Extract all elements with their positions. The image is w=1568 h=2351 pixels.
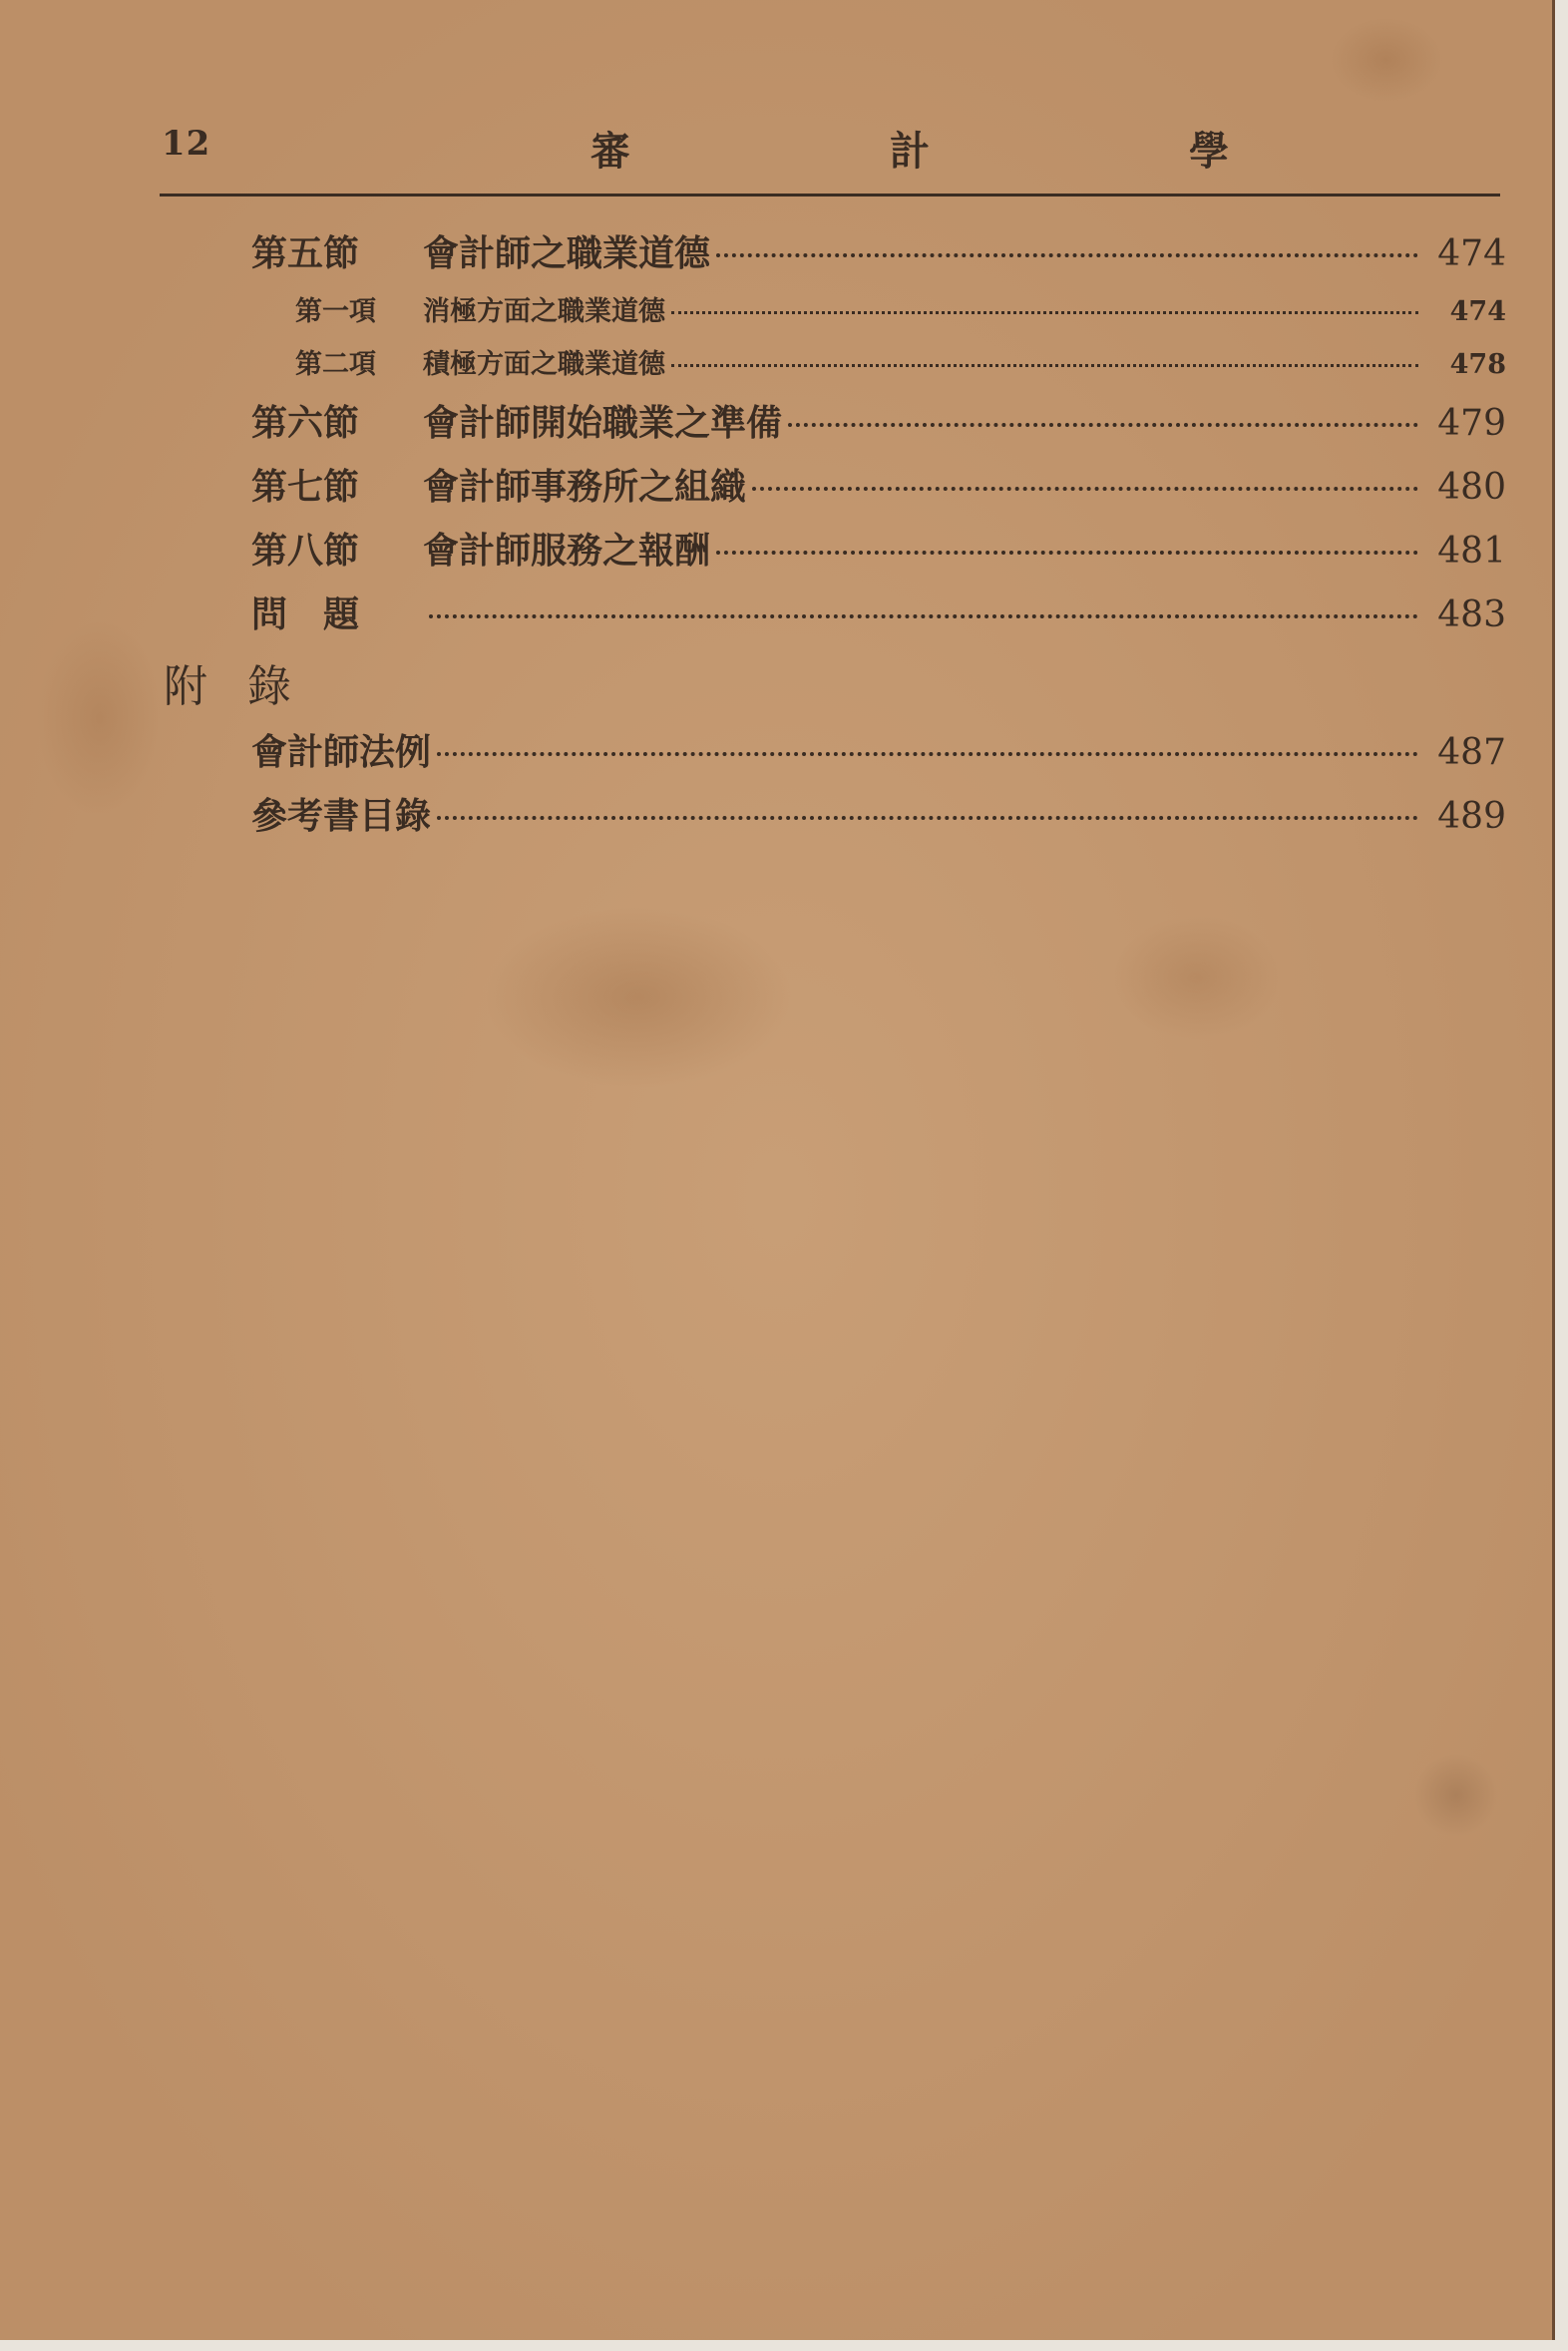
toc-entry-number: 第二項 (295, 349, 376, 380)
running-head-char: 學 (1189, 128, 1229, 175)
toc-entry-appendix-2[interactable] (160, 788, 1506, 852)
toc-entry-page: 478 (1449, 349, 1506, 380)
toc-entry-title: 參考書目錄 (251, 795, 432, 837)
toc-entry-page: 479 (1437, 403, 1506, 444)
toc-entry-page: 481 (1437, 531, 1506, 572)
toc-entry-number: 第八節 (251, 530, 360, 572)
table-of-contents (160, 225, 1506, 852)
toc-entry-section-8[interactable] (160, 523, 1506, 587)
dot-leader (671, 311, 1418, 314)
dot-leader (437, 752, 1418, 756)
toc-entry-title: 問 題 (251, 593, 360, 635)
toc-entry-number: 第六節 (251, 402, 360, 444)
toc-entry-section-6[interactable] (160, 395, 1506, 459)
dot-leader (752, 487, 1418, 491)
dot-leader (671, 364, 1418, 367)
dot-leader (716, 253, 1418, 257)
toc-entry-title: 積極方面之職業道德 (423, 349, 665, 380)
toc-entry-title: 會計師之職業道德 (423, 232, 711, 274)
toc-entry-number: 第一項 (295, 296, 376, 327)
running-head-char: 審 (590, 128, 630, 175)
toc-entry-title: 會計師事務所之組織 (423, 466, 747, 508)
appendix-heading: 附錄 (164, 661, 331, 712)
running-head-char: 計 (890, 128, 930, 175)
toc-entry-title: 會計師服務之報酬 (423, 530, 711, 572)
toc-entry-page: 483 (1437, 594, 1506, 635)
dot-leader (437, 816, 1418, 820)
toc-entry-page: 487 (1437, 732, 1506, 773)
toc-entry-page: 480 (1437, 467, 1506, 508)
toc-entry-appendix-1[interactable] (160, 724, 1506, 788)
running-head (590, 120, 1229, 177)
page-header (162, 120, 1498, 176)
toc-entry-page: 489 (1437, 796, 1506, 837)
toc-entry-page: 474 (1437, 233, 1506, 274)
dot-leader (716, 551, 1418, 555)
toc-entry-item-1[interactable] (160, 289, 1506, 342)
toc-entry-section-5[interactable] (160, 225, 1506, 289)
toc-entry-number: 第五節 (251, 232, 360, 274)
dot-leader (429, 614, 1418, 618)
toc-entry-title: 會計師開始職業之準備 (423, 402, 783, 444)
toc-entry-questions[interactable] (160, 587, 1506, 650)
page-number: 12 (162, 124, 211, 164)
toc-entry-title: 消極方面之職業道德 (423, 296, 665, 327)
toc-entry-item-2[interactable] (160, 342, 1506, 395)
toc-entry-page: 474 (1449, 296, 1506, 327)
header-rule (160, 194, 1500, 196)
toc-entry-number: 第七節 (251, 466, 360, 508)
toc-entry-title: 會計師法例 (251, 731, 432, 773)
toc-entry-section-7[interactable] (160, 459, 1506, 523)
dot-leader (788, 423, 1418, 427)
